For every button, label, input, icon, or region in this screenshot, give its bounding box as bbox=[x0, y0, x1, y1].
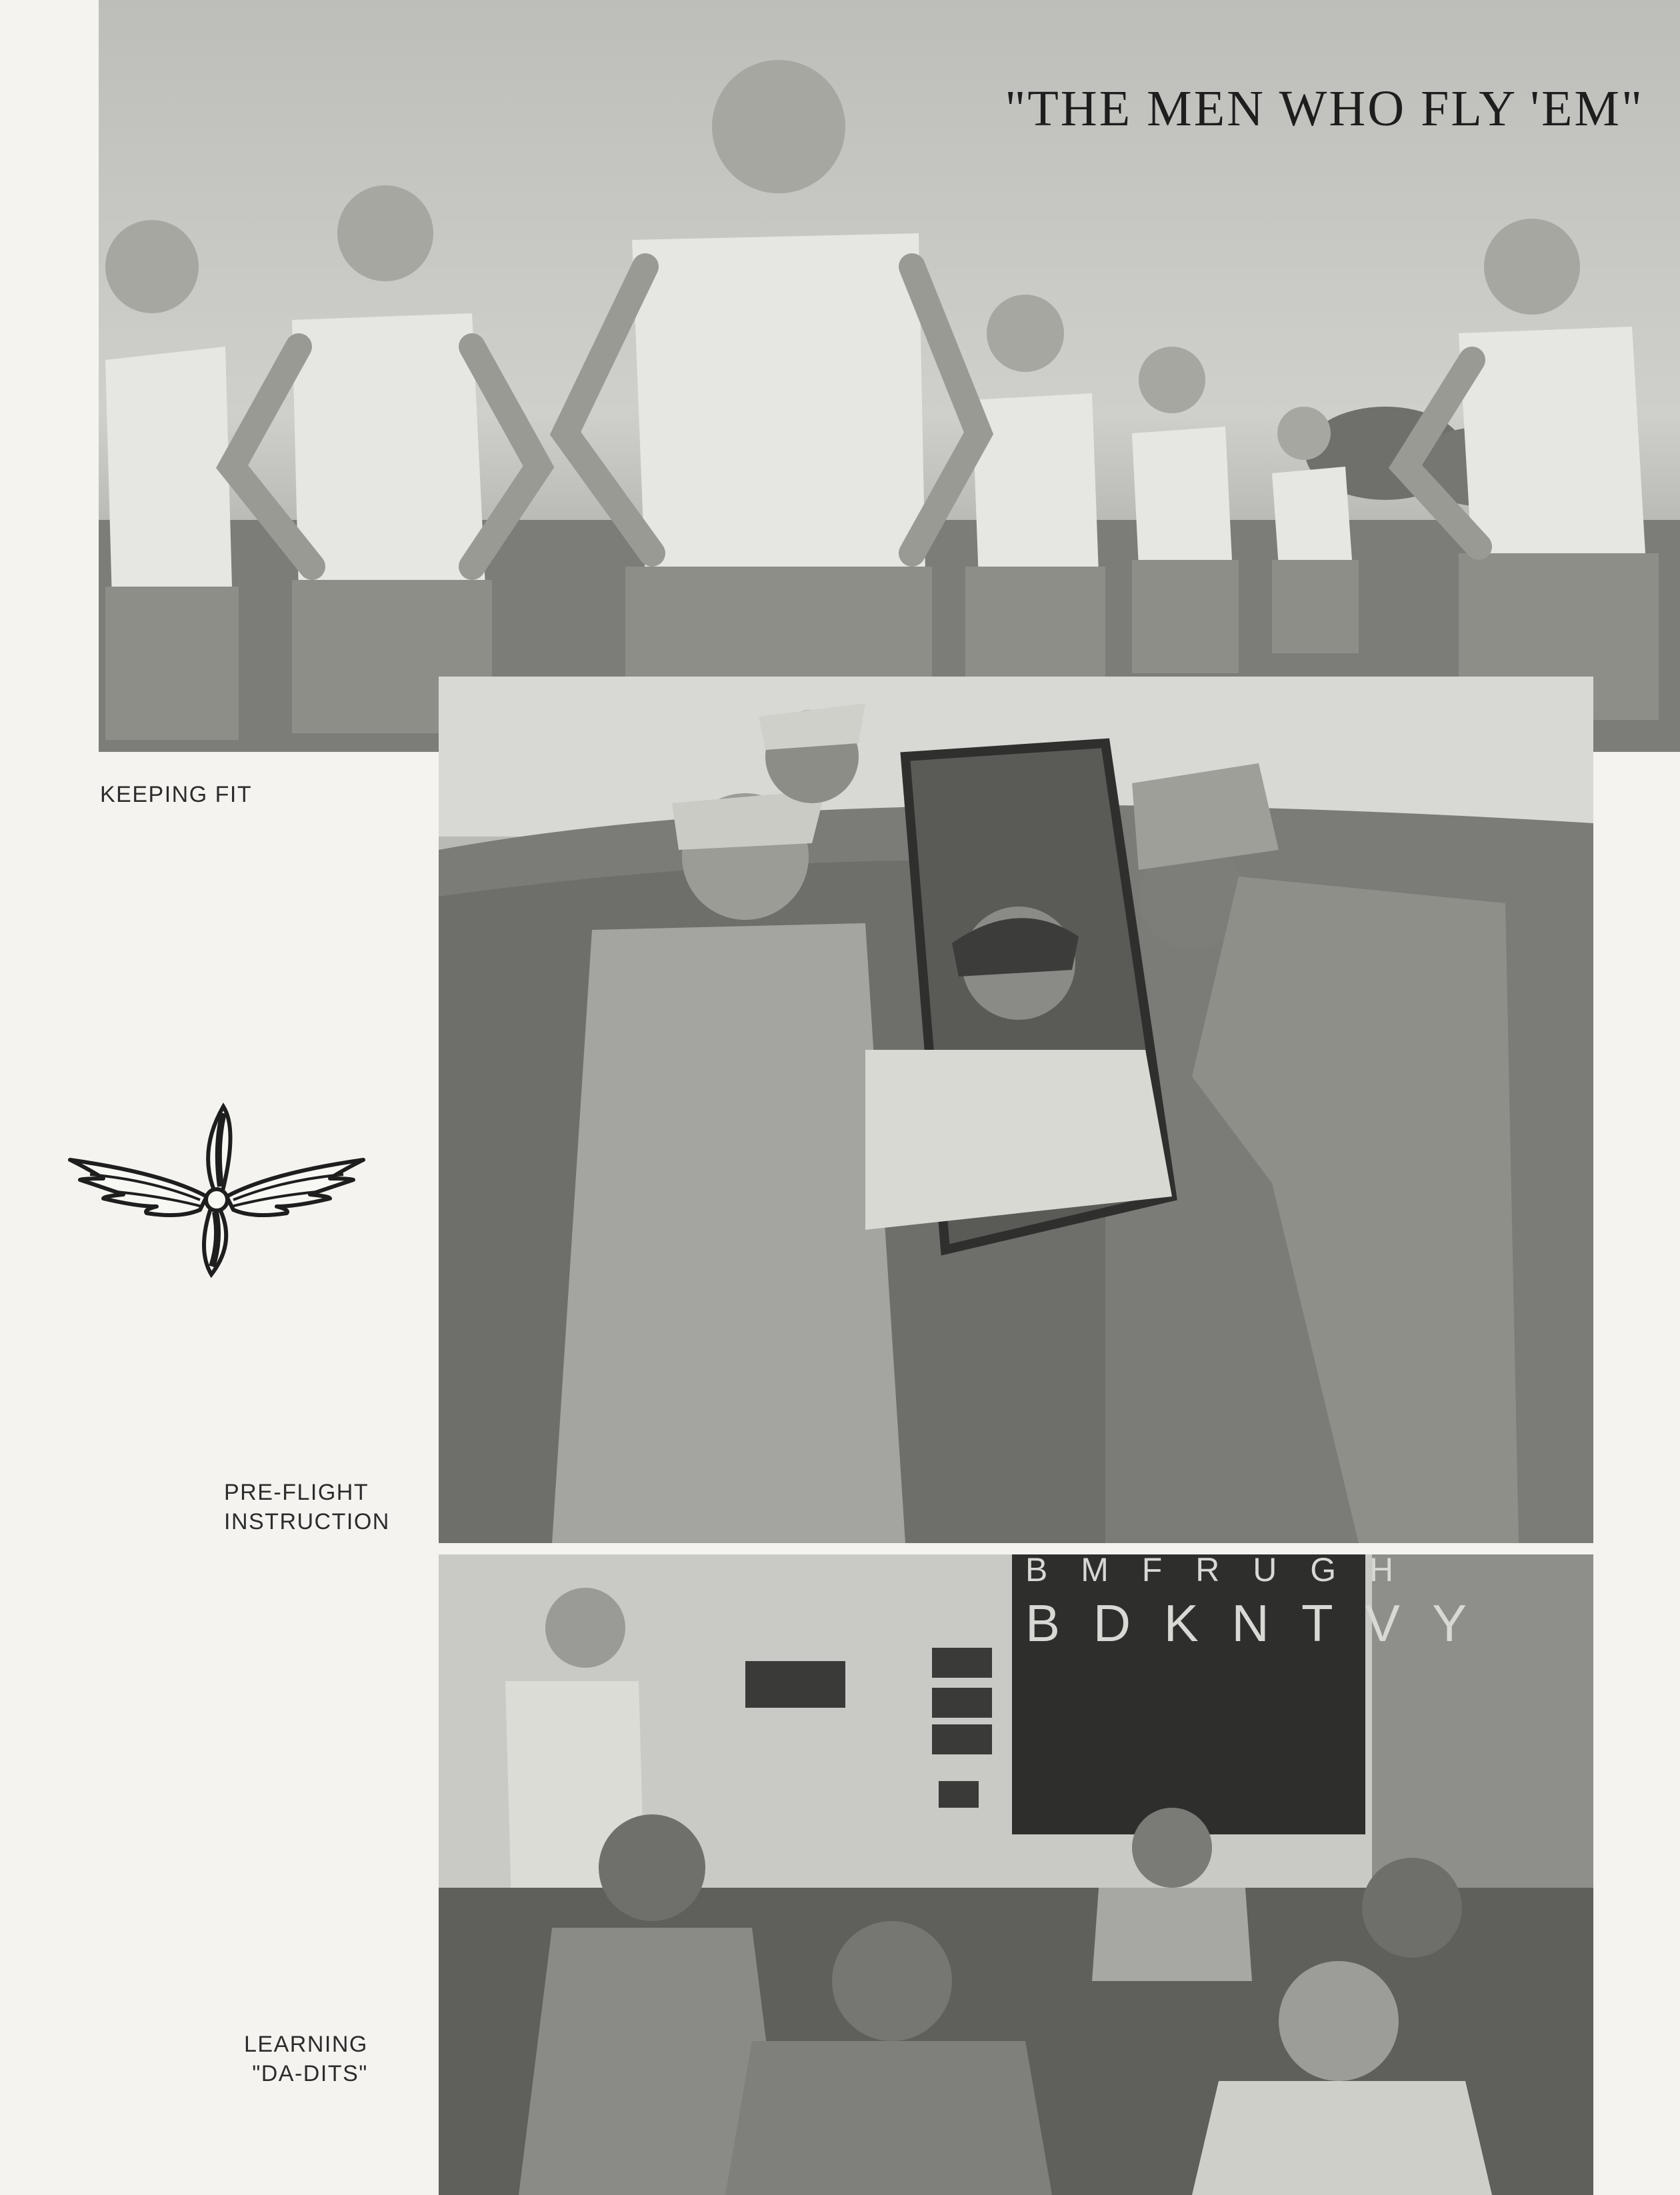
blackboard-line1: B M F R U G H bbox=[1025, 1554, 1406, 1588]
pre-flight-caption-line1: PRE-FLIGHT bbox=[224, 1480, 369, 1505]
radio-class-caption bbox=[244, 2030, 368, 2088]
pre-flight-caption-line2: INSTRUCTION bbox=[224, 1509, 390, 1534]
pre-flight-image bbox=[439, 677, 1593, 1543]
radio-class-image bbox=[439, 1554, 1593, 2195]
pre-flight-photo bbox=[439, 677, 1593, 1543]
keeping-fit-caption: KEEPING FIT bbox=[100, 782, 253, 807]
radio-class-caption-line1: LEARNING bbox=[244, 2032, 368, 2057]
radio-class-photo bbox=[439, 1554, 1593, 2195]
army-air-forces-wings-propeller-icon bbox=[63, 1100, 370, 1280]
page-title: "THE MEN WHO FLY 'EM" bbox=[1005, 81, 1644, 137]
blackboard-line2: B D K N T V Y bbox=[1025, 1594, 1477, 1652]
radio-class-caption-line2: "DA-DITS" bbox=[252, 2061, 368, 2086]
pre-flight-caption bbox=[224, 1478, 390, 1536]
